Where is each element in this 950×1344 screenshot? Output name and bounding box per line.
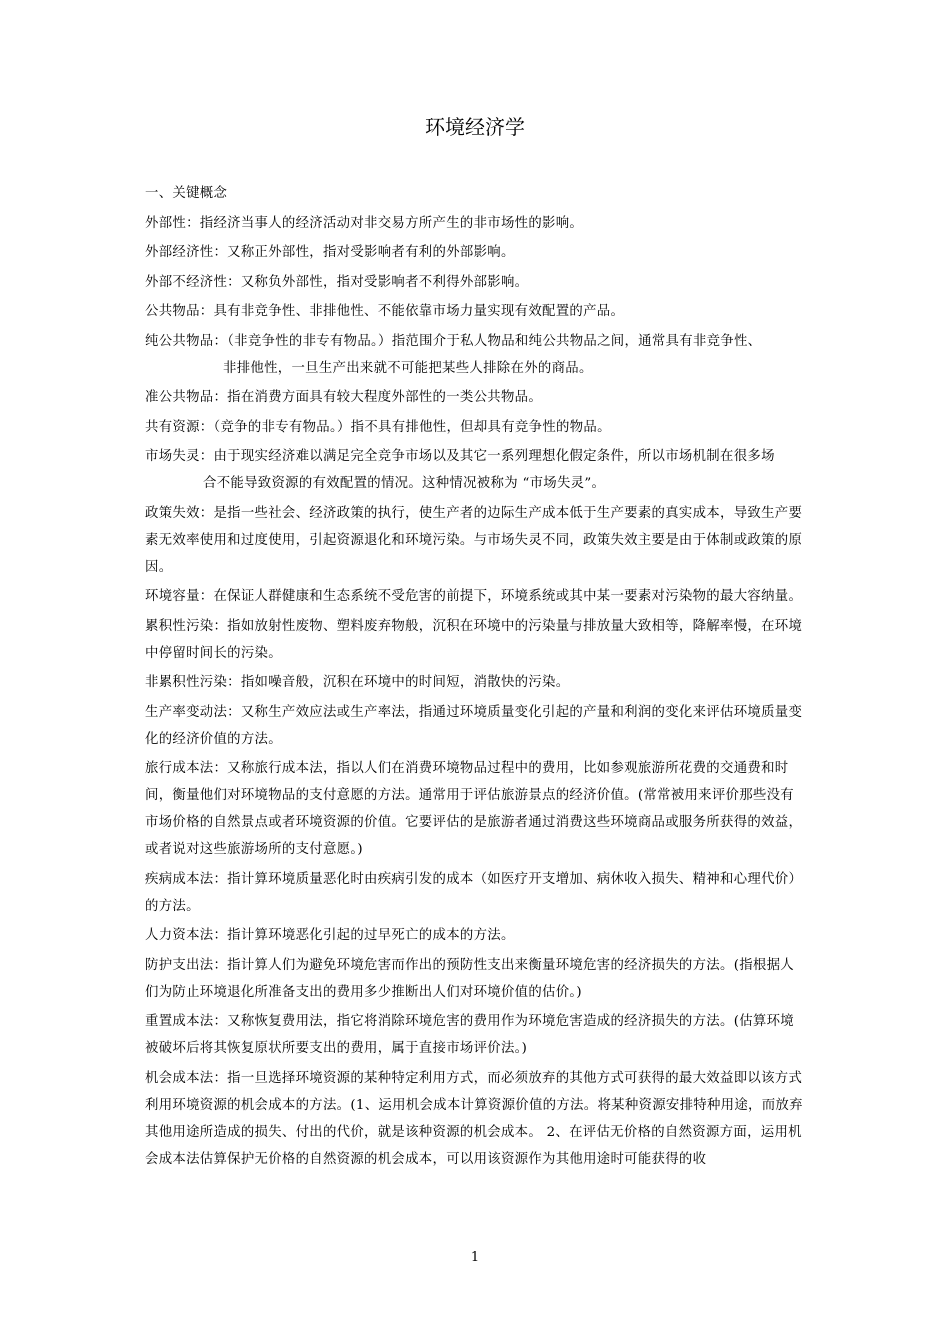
paragraph-public-goods: 公共物品：具有非竞争性、非排他性、不能依靠市场力量实现有效配置的产品。 — [145, 304, 625, 319]
paragraph-cumulative-pollution: 累积性污染：指如放射性废物、塑料废弃物般，沉积在环境中的污染量与排放量大致相等，降解率慢，在环境中停留时间长的污染。 — [145, 618, 803, 661]
paragraph-defensive-expenditure: 防护支出法：指计算人们为避免环境危害而作出的预防性支出来衡量环境危害的经济损失的方法。(指根据人们为防止环境退化所准备支出的费用多少推断出人们对环境价值的估价。) — [145, 957, 794, 1000]
page-number: 1 — [470, 1250, 480, 1265]
paragraph-quasi-public-goods: 准公共物品：指在消费方面具有较大程度外部性的一类公共物品。 — [145, 390, 543, 405]
paragraph-external-economy: 外部经济性：又称正外部性，指对受影响者有利的外部影响。 — [145, 245, 515, 260]
paragraph-human-capital: 人力资本法：指计算环境恶化引起的过早死亡的成本的方法。 — [145, 928, 515, 943]
paragraph-externality: 外部性：指经济当事人的经济活动对非交易方所产生的非市场性的影响。 — [145, 215, 584, 231]
paragraph-replacement-cost: 重置成本法：又称恢复费用法，指它将消除环境危害的费用作为环境危害造成的经济损失的方法。(估算环境被破坏后将其恢复原状所要支出的费用，属于直接市场评价法。) — [145, 1014, 794, 1056]
paragraph-common-resources: 共有资源：（竞争的非专有物品。）指不具有排他性，但却具有竞争性的物品。 — [145, 419, 611, 435]
section-heading: 一、关键概念 — [145, 186, 228, 201]
paragraph-productivity-change: 生产率变动法：又称生产效应法或生产率法，指通过环境质量变化引起的产量和利润的变化来评估环境质量变化的经济价值的方法。 — [145, 704, 803, 747]
page-title: 环境经济学 — [425, 115, 525, 139]
paragraph-non-cumulative-pollution: 非累积性污染：指如噪音般，沉积在环境中的时间短，消散快的污染。 — [145, 675, 570, 690]
paragraph-travel-cost: 旅行成本法：又称旅行成本法，指以人们在消费环境物品过程中的费用，比如参观旅游所花费的交通费和时间，衡量他们对环境物品的支付意愿的方法。通常用于评估旅游景点的经济价值。(常常被用来评价那些没有市场价格的自然景点或者环境资源的价值。它要评估的是旅游者通过消费这些环境商品或服务所获得的效益，或者说对这些旅游场所的支付意愿。) — [145, 761, 803, 857]
paragraph-opportunity-cost: 机会成本法：指一旦选择环境资源的某种特定利用方式，而必须放弃的其他方式可获得的最大效益即以该方式利用环境资源的机会成本的方法。(1、运用机会成本计算资源价值的方法。将某种资源安排特种用途，而放弃其他用途所造成的损失、付出的代价，就是该种资源的机会成本。 2、在评估无价格的自然资源方面，运用机会成本法估算保护无价格的自然资源的机会成本，可以用该资源作为其他用途时可能获得的收 — [145, 1070, 803, 1167]
paragraph-market-failure — [145, 443, 807, 497]
paragraph-illness-cost: 疾病成本法：指计算环境质量恶化时由疾病引发的成本（如医疗开支增加、病休收入损失、精神和心理代价）的方法。 — [145, 871, 803, 914]
paragraph-policy-failure: 政策失效：是指一些社会、经济政策的执行，使生产者的边际生产成本低于生产要素的真实成本，导致生产要素无效率使用和过度使用，引起资源退化和环境污染。与市场失灵不同，政策失效主要是由于体制或政策的原因。 — [145, 505, 803, 575]
document-body — [145, 180, 807, 1175]
paragraph-line: 纯公共物品：（非竞争性的非专有物品。）指范围介于私人物品和纯公共物品之间，通常具有非竞争性、 — [145, 333, 762, 349]
paragraph-pure-public-goods — [145, 328, 807, 382]
paragraph-environmental-capacity: 环境容量：在保证人群健康和生态系统不受危害的前提下，环境系统或其中某一要素对污染物的最大容纳量。 — [145, 589, 803, 604]
paragraph-external-diseconomy: 外部不经济性：又称负外部性，指对受影响者不利得外部影响。 — [145, 274, 529, 290]
paragraph-line: 市场失灵：由于现实经济难以满足完全竞争市场以及其它一系列理想化假定条件，所以市场机制在很多场 — [145, 449, 775, 464]
paragraph-continuation: 合不能导致资源的有效配置的情况。这种情况被称为 “市场失灵”。 — [203, 476, 606, 491]
paragraph-continuation: 非排他性，一旦生产出来就不可能把某些人排除在外的商品。 — [223, 360, 593, 376]
